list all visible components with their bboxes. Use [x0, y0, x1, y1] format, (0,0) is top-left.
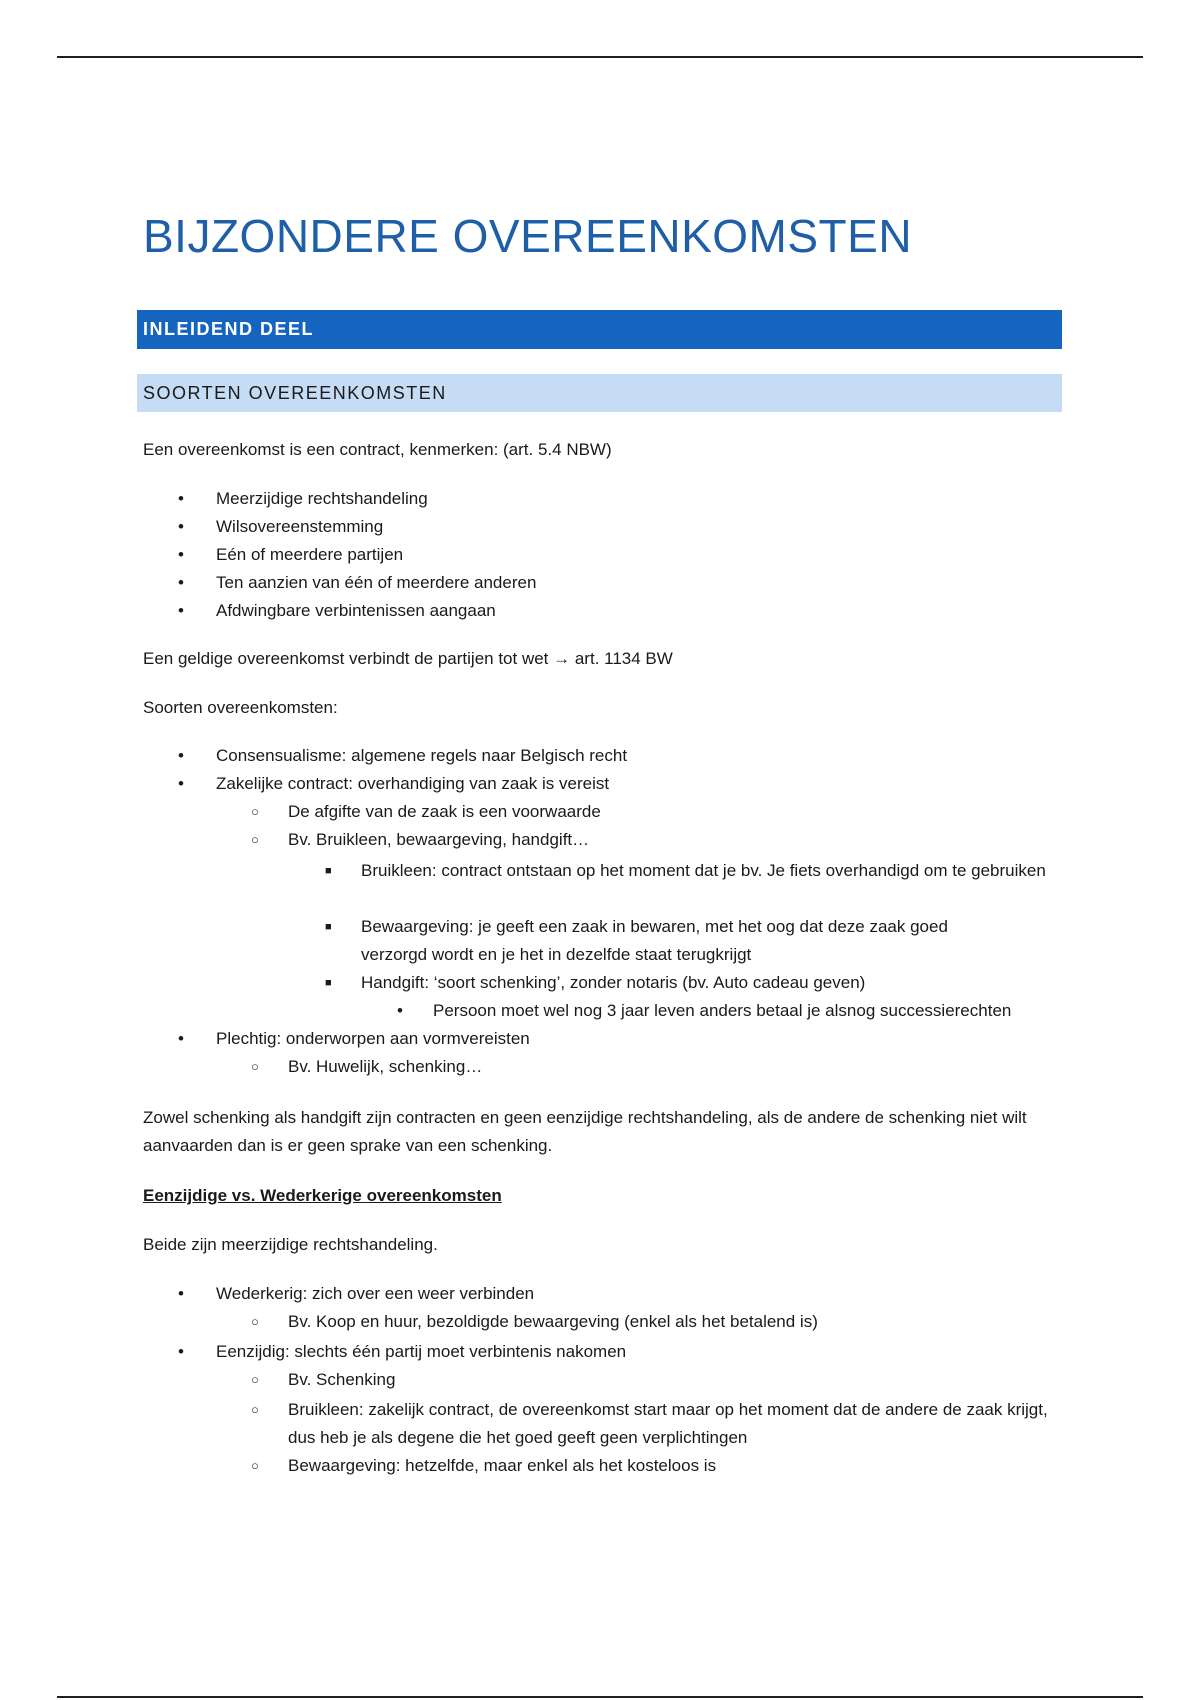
list-item: Eenzijdig: slechts één partij moet verbintenis nakomen	[216, 1342, 627, 1361]
list-item: Eén of meerdere partijen	[216, 545, 404, 564]
bullet-icon: •	[178, 601, 184, 620]
list-item: Bv. Koop en huur, bezoldigde bewaargeving (enkel als het betalend is)	[288, 1312, 818, 1331]
list-item: Plechtig: onderworpen aan vormvereisten	[216, 1029, 530, 1048]
circle-bullet-icon: ○	[251, 1372, 259, 1387]
document-title: BIJZONDERE OVEREENKOMSTEN	[143, 210, 913, 262]
list-item: Consensualisme: algemene regels naar Belgisch recht	[216, 746, 628, 765]
geldig-paragraph: Een geldige overeenkomst verbindt de partijen tot wet → art. 1134 BW	[143, 649, 673, 668]
bullet-icon: •	[178, 746, 184, 765]
heading-inleidend-deel: INLEIDEND DEEL	[137, 310, 1062, 349]
soorten-intro: Soorten overeenkomsten:	[143, 698, 338, 717]
list-item: De afgifte van de zaak is een voorwaarde	[288, 802, 601, 821]
heading-soorten-overeenkomsten: SOORTEN OVEREENKOMSTEN	[137, 374, 1062, 412]
circle-bullet-icon: ○	[251, 1314, 259, 1329]
page-bottom-rule	[57, 1696, 1143, 1698]
bullet-icon: •	[178, 1284, 184, 1303]
list-item: Zakelijke contract: overhandiging van zaak is vereist	[216, 774, 610, 793]
list-item: Afdwingbare verbintenissen aangaan	[216, 601, 496, 620]
bullet-icon: •	[178, 545, 184, 564]
page-top-rule	[57, 56, 1143, 58]
list-item: Wederkerig: zich over een weer verbinden	[216, 1284, 535, 1303]
bullet-icon: •	[178, 489, 184, 508]
list-item: Persoon moet wel nog 3 jaar leven anders betaal je alsnog successierechten	[433, 1001, 1012, 1020]
list-item: Bv. Bruikleen, bewaargeving, handgift…	[288, 830, 590, 849]
square-bullet-icon: ■	[325, 865, 332, 877]
list-item: Bruikleen: contract ontstaan op het moment dat je bv. Je fiets overhandigd om te gebruiken	[361, 861, 1046, 880]
list-item: Ten aanzien van één of meerdere anderen	[216, 573, 537, 592]
circle-bullet-icon: ○	[251, 1458, 259, 1473]
bullet-icon: •	[178, 774, 184, 793]
list-item: Bv. Huwelijk, schenking…	[288, 1057, 483, 1076]
bullet-icon: •	[397, 1001, 403, 1020]
bullet-icon: •	[178, 517, 184, 536]
bullet-icon: •	[178, 1342, 184, 1361]
bullet-icon: •	[178, 1029, 184, 1048]
square-bullet-icon: ■	[325, 921, 332, 933]
list-item: Meerzijdige rechtshandeling	[216, 489, 428, 508]
circle-bullet-icon: ○	[251, 1402, 259, 1417]
list-item: Bewaargeving: je geeft een zaak in bewaren, met het oog dat deze zaak goed verzorgd wordt en je het in dezelfde staat terugkrijgt	[361, 917, 948, 964]
list-item: Handgift: ‘soort schenking’, zonder notaris (bv. Auto cadeau geven)	[361, 973, 866, 992]
circle-bullet-icon: ○	[251, 1059, 259, 1074]
list-item: Wilsovereenstemming	[216, 517, 384, 536]
beide-paragraph: Beide zijn meerzijdige rechtshandeling.	[143, 1235, 438, 1254]
intro-paragraph: Een overeenkomst is een contract, kenmerken: (art. 5.4 NBW)	[143, 440, 612, 459]
list-item: Bewaargeving: hetzelfde, maar enkel als het kosteloos is	[288, 1456, 717, 1475]
circle-bullet-icon: ○	[251, 804, 259, 819]
circle-bullet-icon: ○	[251, 832, 259, 847]
list-item: Bv. Schenking	[288, 1370, 396, 1389]
list-item: Bruikleen: zakelijk contract, de overeenkomst start maar op het moment dat de andere de zaak krijgt, dus heb je als degene die het goed geeft geen verplichtingen	[288, 1400, 1048, 1447]
subheading-eenzijdig-wederkerig: Eenzijdige vs. Wederkerige overeenkomsten	[143, 1186, 502, 1205]
bullet-icon: •	[178, 573, 184, 592]
zowel-paragraph: Zowel schenking als handgift zijn contracten en geen eenzijdige rechtshandeling, als de andere de schenking niet wilt aanvaarden dan is er geen sprake van een schenking.	[143, 1108, 1027, 1155]
square-bullet-icon: ■	[325, 977, 332, 989]
